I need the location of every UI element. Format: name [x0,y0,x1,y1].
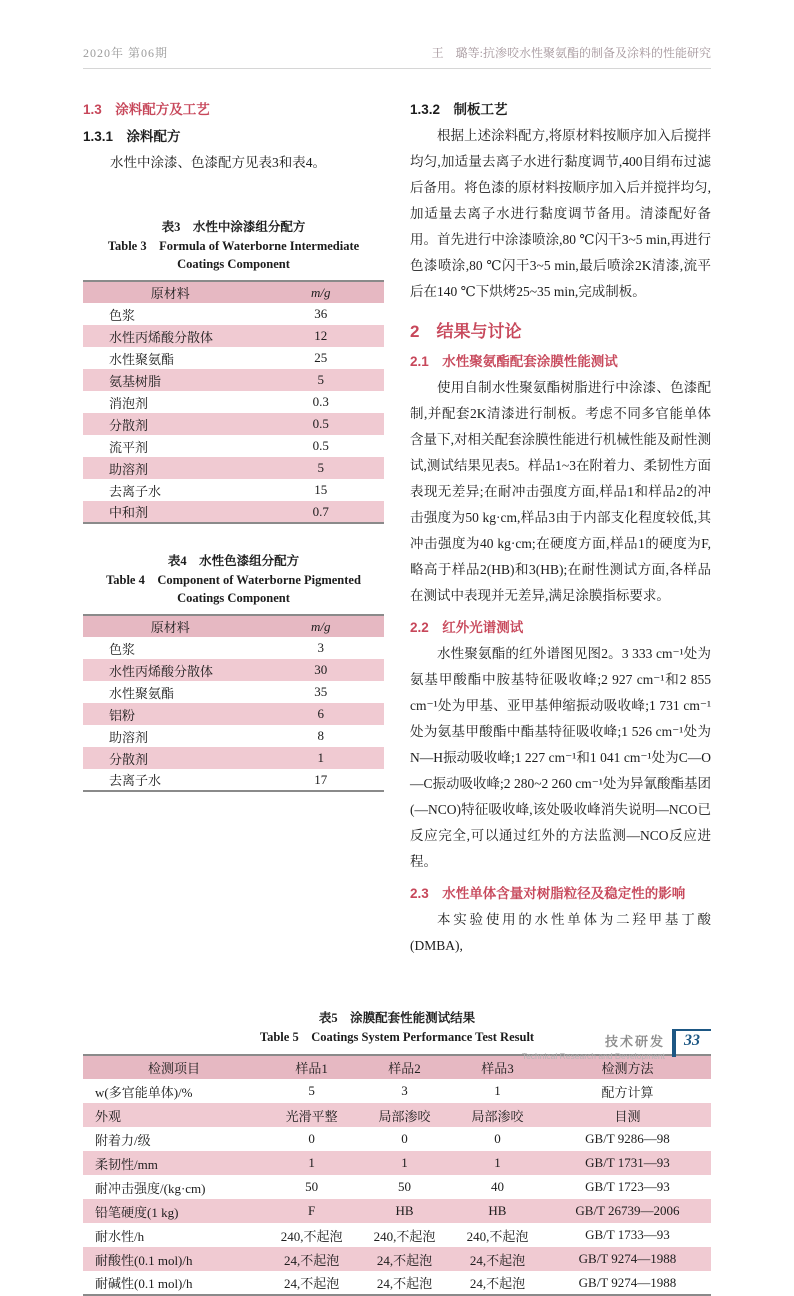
table-cell: 1 [494,1155,501,1170]
table-cell: 局部渗咬 [378,1108,431,1124]
table-cell: 耐冲击强度/(kg·cm) [95,1180,206,1196]
table-cell: 消泡剂 [109,395,149,411]
table3-caption-cn: 表3 水性中涂漆组分配方 [161,220,306,234]
table-header-row [83,615,384,637]
table-cell: 35 [314,684,328,699]
table-cell: 24,不起泡 [376,1252,433,1268]
table-cell: 水性聚氨酯 [109,685,175,701]
table-cell: 耐酸性(0.1 mol)/h [95,1252,193,1268]
table-cell: 水性丙烯酸分散体 [109,329,214,345]
table-cell: 耐碱性(0.1 mol)/h [95,1276,193,1291]
table3-caption [83,218,384,273]
heading-1-3-1: 1.3.1 涂料配方 [83,129,181,144]
table-cell: 3 [401,1083,408,1098]
table-cell: 色浆 [109,641,136,657]
table-cell: 30 [314,662,328,677]
table-cell: GB/T 1733—93 [585,1227,670,1242]
table-row [83,391,384,413]
table-row [83,457,384,479]
footer-section-labels [522,1029,665,1061]
table-cell: 240,不起泡 [466,1228,529,1244]
heading-1-3-2: 1.3.2 制板工艺 [410,102,508,117]
paragraph-2-1: 使用自制水性聚氨酯树脂进行中涂漆、色漆配制,并配套2K清漆进行制板。考虑不同多官能单体含量下,对相关配套涂膜性能进行机械性能及耐性测试,测试结果见表5。样品1~3在附着力、柔韧性方面表现无差异;在耐冲击强度方面,样品1和样品2的冲击强度为50 kg·cm,样品3由于内部支化程度较低,其冲击强度为40 kg·cm;在硬度方面,样品1的硬度为F,略高于样品2(HB)和3(HB);在耐性测试方面,各样品在测试中表现并无差异,满足涂膜指标要求。 [410,380,711,603]
table-cell: 12 [314,328,328,343]
table-row [83,501,384,523]
table-cell: 分散剂 [109,417,149,433]
column-header: 检测项目 [148,1061,201,1076]
table-cell: 光滑平整 [285,1108,338,1124]
left-column [83,91,384,959]
table-row [83,681,384,703]
table-cell: 24,不起泡 [283,1276,340,1291]
table-cell: 24,不起泡 [469,1252,526,1268]
table3-block [83,218,384,524]
table-row [83,369,384,391]
table-cell: 0 [494,1131,501,1146]
paragraph-1-3-1: 水性中涂漆、色漆配方见表3和表4。 [110,155,326,170]
table-cell: 局部渗咬 [471,1108,524,1124]
page-number: 33 [672,1029,711,1057]
table-cell: 分散剂 [109,751,149,767]
table-row [83,1271,711,1295]
table-cell: 240,不起泡 [373,1228,436,1244]
heading-1-3: 1.3 涂料配方及工艺 [83,102,210,117]
table-row [83,1247,711,1271]
table-row [83,637,384,659]
table-row [83,479,384,501]
table-cell: 24,不起泡 [469,1276,526,1291]
table-row [83,303,384,325]
table-row [83,725,384,747]
table4-component-pigmented-coatings [83,614,384,792]
table-cell: w(多官能单体)/% [95,1084,193,1100]
table-header-row [83,281,384,303]
table-cell: GB/T 9286—98 [585,1131,670,1146]
heading-2-1: 2.1 水性聚氨酯配套涂膜性能测试 [410,354,618,369]
table-row [83,325,384,347]
table-cell: 中和剂 [109,505,149,520]
table-cell: HB [395,1203,414,1218]
table-row [83,747,384,769]
table-cell: 附着力/级 [95,1132,151,1148]
table-cell: 助溶剂 [109,461,149,477]
table5-caption-cn: 表5 涂膜配套性能测试结果 [318,1011,476,1025]
table-cell: 助溶剂 [109,729,149,745]
column-header: 原材料 [150,286,190,301]
table-cell: 1 [401,1155,408,1170]
table-cell: 柔韧性/mm [95,1156,158,1172]
table5-performance-test-results [83,1054,711,1296]
table-cell: 去离子水 [109,773,162,788]
table3-caption-en: Table 3 Formula of Waterborne Intermediate Coatings Component [107,239,360,271]
column-header: 样品3 [481,1061,514,1076]
running-header [83,44,711,69]
table-row [83,1199,711,1223]
table-cell: 耐水性/h [95,1228,145,1244]
table-cell: 25 [314,350,328,365]
table-row [83,347,384,369]
page-footer [522,1029,711,1061]
table-row [83,1151,711,1175]
table-cell: GB/T 1723—93 [585,1179,670,1194]
heading-2-3: 2.3 水性单体含量对树脂粒径及稳定性的影响 [410,886,686,901]
right-column [410,91,711,959]
table-cell: 0.5 [312,416,329,431]
table-cell: 流平剂 [109,439,149,455]
paragraph-1-3-2: 根据上述涂料配方,将原材料按顺序加入后搅拌均匀,加适量去离子水进行黏度调节,400目绢布过滤后备用。将色漆的原材料按顺序加入后并搅拌均匀,加适量去离子水进行黏度调节备用。清漆配好备用。首先进行中涂漆喷涂,80 ℃闪干3~5 min,再进行色漆喷涂,80 ℃闪干3~5 min,最后喷涂2K清漆,流平后在140 ℃下烘烤25~35 min,完成制板。 [410,128,711,299]
table-cell: 3 [317,640,325,655]
table-row [83,703,384,725]
table-row [83,435,384,457]
table4-caption-cn: 表4 水性色漆组分配方 [167,554,300,568]
table-row [83,1175,711,1199]
table4-caption-en: Table 4 Component of Waterborne Pigmented Coatings Component [106,573,361,605]
table-cell: 铅笔硬度(1 kg) [95,1204,179,1220]
table-cell: 1 [308,1155,315,1170]
table-cell: 去离子水 [109,483,162,499]
table-cell: 色浆 [109,307,136,323]
header-article-title: 王 璐等:抗渗咬水性聚氨酯的制备及涂料的性能研究 [431,46,711,60]
table-cell: 24,不起泡 [376,1276,433,1291]
table-cell: 6 [317,706,325,721]
table4-caption [83,552,384,607]
table-cell: 目测 [614,1108,641,1124]
table-cell: 0.3 [312,394,329,409]
table-cell: GB/T 9274—1988 [578,1251,677,1266]
column-header: m/g [311,618,331,634]
table-cell: 50 [398,1179,412,1194]
paragraph-2-2: 水性聚氨酯的红外谱图见图2。3 333 cm⁻¹处为氨基甲酸酯中胺基特征吸收峰;2 927 cm⁻¹和2 855 cm⁻¹处为甲基、亚甲基伸缩振动吸收峰;1 731 cm⁻¹处为氨基甲酸酯中酯基特征吸收峰;1 526 cm⁻¹处为N—H振动吸收峰;1 227 cm⁻¹和1 041 cm⁻¹处为C—O—C振动吸收峰;2 280~2 260 cm⁻¹处为异氰酸酯基团(—NCO)特征吸收峰,该处吸收峰消失说明—NCO已反应完全,可以通过红外的方法监测—NCO反应进程。 [410,646,711,869]
table-cell: 5 [308,1083,315,1098]
table-row [83,1127,711,1151]
table-cell: F [307,1203,316,1218]
column-header: 原材料 [150,620,190,635]
table-row [83,1103,711,1127]
table-cell: 24,不起泡 [283,1252,340,1268]
heading-2: 2 结果与讨论 [410,322,522,341]
table-cell: 50 [305,1179,319,1194]
table5-caption-en: Table 5 Coatings System Performance Test Result [259,1030,535,1044]
table-cell: 水性丙烯酸分散体 [109,663,214,679]
table4-block [83,552,384,792]
paragraph-2-3: 本实验使用的水性单体为二羟甲基丁酸(DMBA), [410,912,711,953]
table-cell: 0.7 [312,503,329,519]
table-cell: 0 [308,1131,315,1146]
table-cell: 1 [494,1083,501,1098]
table-cell: 配方计算 [601,1084,654,1100]
table-cell: 40 [490,1179,504,1194]
column-header: 样品2 [388,1061,421,1076]
header-issue-label: 2020年 第06期 [83,46,169,60]
table-cell: 氨基树脂 [109,373,162,389]
table-cell: HB [488,1203,507,1218]
heading-2-2: 2.2 红外光谱测试 [410,620,524,635]
footer-section-cn: 技术研发 [604,1034,665,1049]
table-cell: 8 [317,728,325,743]
column-header: 样品1 [295,1061,328,1076]
table-row [83,659,384,681]
two-column-body [83,91,711,959]
table-cell: 0.5 [312,438,329,453]
table-row [83,413,384,435]
table-row [83,1223,711,1247]
table-cell: 17 [314,771,328,787]
table-cell: 240,不起泡 [280,1228,343,1244]
table3-formula-intermediate-coatings [83,280,384,524]
table-cell: GB/T 26739—2006 [575,1203,680,1218]
table-cell: 0 [401,1131,408,1146]
table-cell: GB/T 9274—1988 [578,1274,677,1290]
table-cell: 1 [317,750,325,765]
column-header: m/g [311,284,331,300]
table-cell: 水性聚氨酯 [109,351,175,367]
table-cell: 外观 [95,1108,122,1124]
table-cell: 5 [317,372,325,387]
footer-section-en: Technical Research and Development [521,1051,665,1061]
table-cell: 36 [314,306,328,321]
table-row [83,1079,711,1103]
table-cell: 铝粉 [109,707,136,723]
table-cell: 15 [314,482,328,497]
table-cell: GB/T 1731—93 [585,1155,670,1170]
table-row [83,769,384,791]
table-cell: 5 [317,460,325,475]
column-header: 检测方法 [601,1061,654,1076]
